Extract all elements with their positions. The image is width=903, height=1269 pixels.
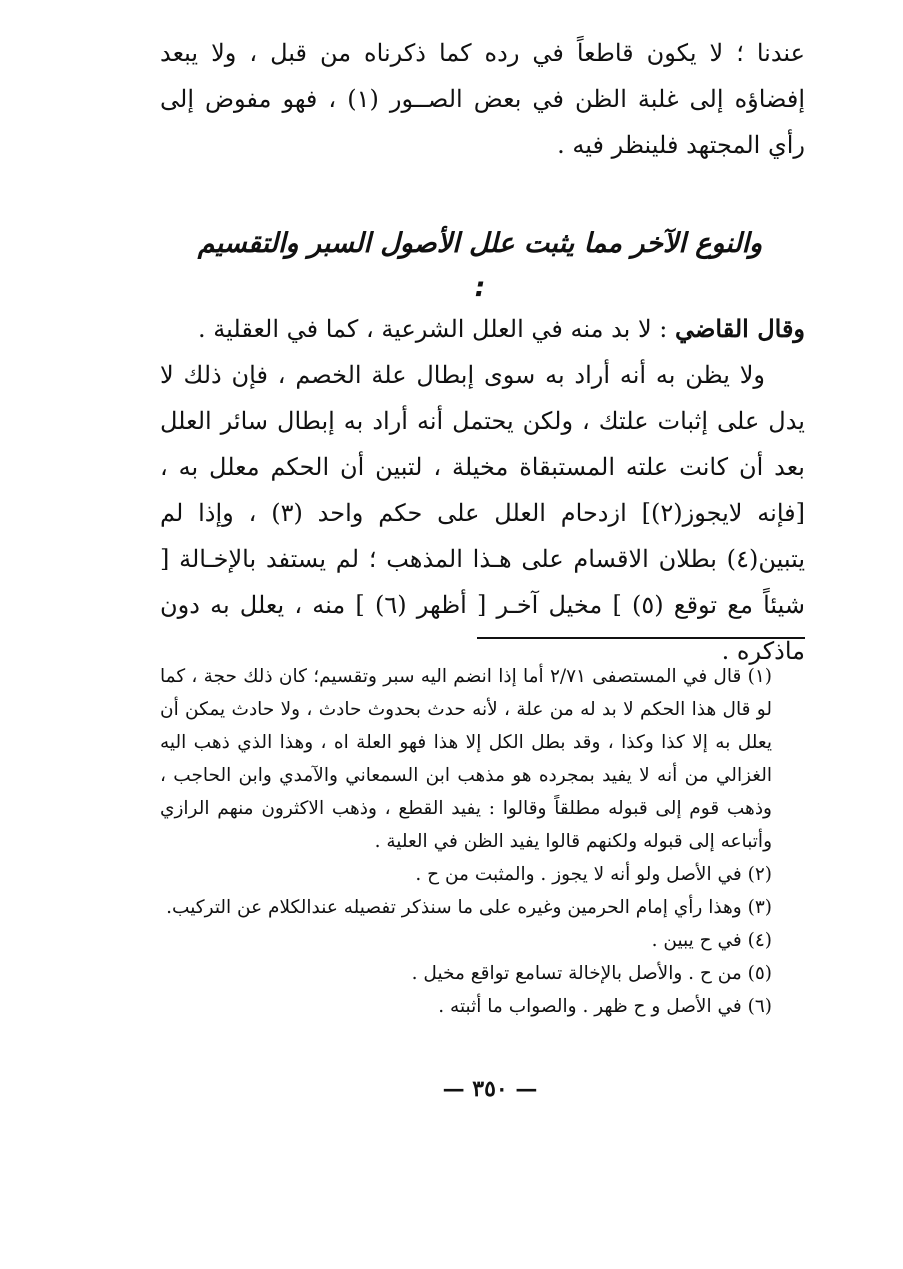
qadi-statement bbox=[160, 306, 805, 352]
footnote-5: (٥) من ح . والأصل بالإخالة تسامع تواقع مخيل . bbox=[411, 963, 772, 984]
footnote-6: (٦) في الأصل و ح ظهر . والصواب ما أثبته . bbox=[438, 996, 772, 1017]
footnote-3: (٣) وهذا رأي إمام الحرمين وغيره على ما سنذكر تفصيله عندالكلام عن التركيب. bbox=[166, 897, 772, 918]
footnote-4: (٤) في ح يبين . bbox=[651, 930, 772, 951]
section-heading: والنوع الآخر مما يثبت علل الأصول السبر والتقسيم : bbox=[197, 228, 763, 303]
footnote-divider bbox=[477, 637, 805, 639]
footnote-2: (٢) في الأصل ولو أنه لا يجوز . والمثبت من ح . bbox=[415, 864, 772, 885]
main-paragraph: ولا يظن به أنه أراد به سوى إبطال علة الخصم ، فإن ذلك لا يدل على إثبات علتك ، ولكن يحتمل أنه أراد به إبطال سائر العلل بعد أن كانت علته المستبقاة مخيلة ، لتبين أن الحكم معلل به ، [فإنه لايجوز(٢)] ازدحام العلل على حكم واحد (٣) ، وإذا لم يتبين(٤) بطلان الاقسام على هـذا المذهب ؛ لم يستفد بالإخـالة [ شيئاً مع توقع (٥) ] مخيل آخـر [ أظهر (٦) ] منه ، يعلل به دون ماذكره . bbox=[160, 361, 806, 665]
footnote-1: (١) قال في المستصفى ٢/٧١ أما إذا انضم اليه سبر وتقسيم؛ كان ذلك حجة ، كما لو قال هذا الحكم لا بد له من علة ، لأنه حدث بحدوث حادث ، ولا حادث يمكن أن يعلل به إلا كذا وكذا ، وقد بطل الكل إلا هذا فهو العلة اه ، وهذا الذي ذهب اليه الغزالي من أنه لا يفيد بمجرده هو مذهب ابن السمعاني والآمدي وابن الحاجب ، وذهب قوم إلى قبوله مطلقاً وقالوا : يفيد القطع ، وذهب الاكثرون منهم الرازي وأتباعه إلى قبوله ولكنهم قالوا يفيد الظن في العلية . bbox=[160, 666, 772, 852]
intro-paragraph bbox=[160, 30, 805, 168]
footnotes bbox=[160, 660, 772, 1023]
page-number: — ٣٥٠ — bbox=[442, 1076, 538, 1102]
main-body bbox=[160, 306, 805, 674]
qadi-label: وقال القاضي bbox=[675, 314, 805, 343]
intro-text: عندنا ؛ لا يكون قاطعاً في رده كما ذكرناه من قبل ، ولا يبعد إفضاؤه إلى غلبة الظن في بعض الصــور (١) ، فهو مفوض إلى رأي المجتهد فلينظر فيه . bbox=[160, 39, 806, 159]
qadi-text: : لا بد منه في العلل الشرعية ، كما في العقلية . bbox=[198, 315, 668, 343]
